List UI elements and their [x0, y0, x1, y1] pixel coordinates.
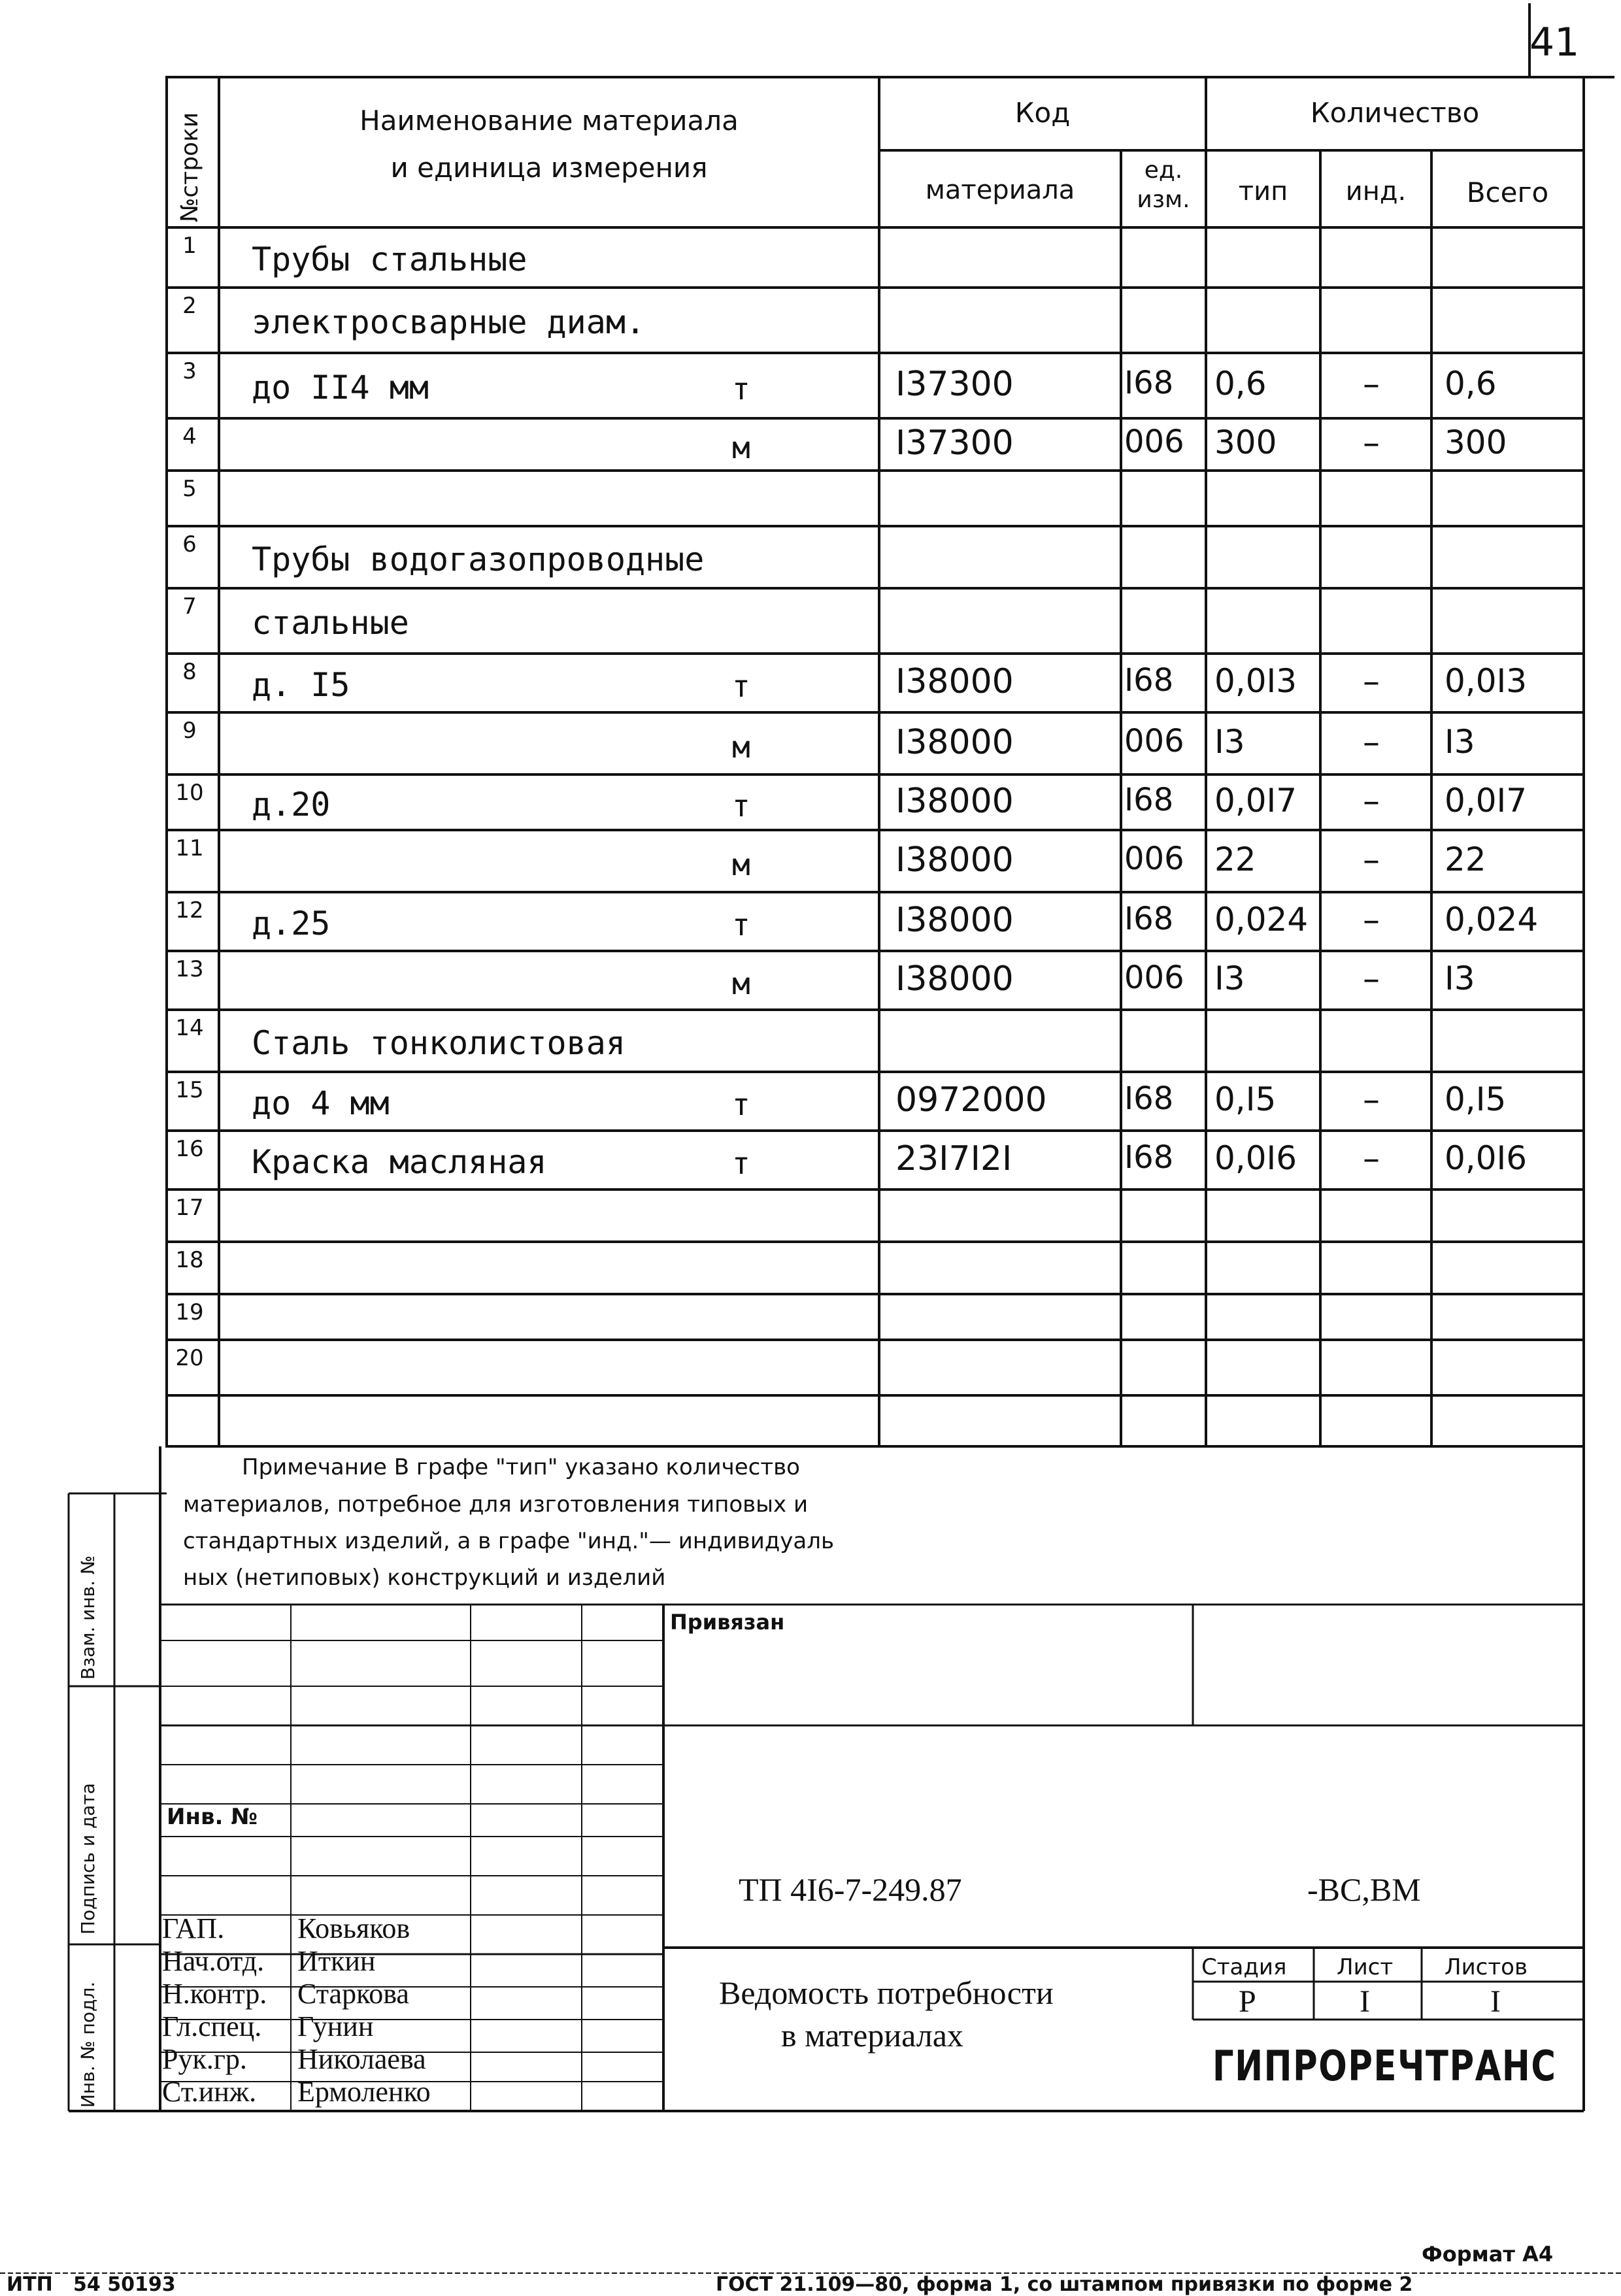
side-label-podpis: Подпись и дата [77, 1783, 99, 1935]
inv-no-label: Инв. № [167, 1804, 258, 1830]
material-code: I37300 [895, 424, 1014, 463]
sheets-value: I [1490, 1984, 1501, 2019]
unit-code: I68 [1124, 781, 1174, 818]
quantity-type: 22 [1214, 840, 1256, 878]
stage-value: Р [1239, 1984, 1256, 2019]
row-number: 15 [175, 1077, 204, 1103]
quantity-total: 0,I5 [1445, 1080, 1507, 1118]
material-name: электросварные диам. [252, 303, 646, 341]
material-name: д.20 [252, 785, 331, 824]
quantity-ind: – [1363, 959, 1380, 999]
quantity-ind: – [1363, 1080, 1380, 1120]
quantity-total: 0,0I6 [1445, 1139, 1528, 1177]
signer-name: Гунин [297, 2010, 374, 2042]
material-code: I38000 [895, 840, 1014, 880]
organization-name: ГИПРОРЕЧТРАНС [1212, 2042, 1557, 2091]
row-number: 20 [175, 1345, 204, 1371]
code-header: Код [1014, 97, 1071, 129]
document-title-line2: в материалах [781, 2017, 963, 2054]
sheet-label: Лист [1337, 1954, 1394, 1980]
signer-name: Старкова [297, 1978, 409, 2010]
footer-left-code: ИТП 54 50193 [7, 2273, 176, 2296]
privyazan-label: Привязан [670, 1610, 785, 1635]
quantity-total: I3 [1445, 959, 1475, 997]
unit-code: I68 [1124, 1139, 1174, 1176]
note-line-2: материалов, потребное для изготовления типовых и [183, 1491, 809, 1518]
unit-code: I68 [1124, 365, 1174, 401]
quantity-total: 300 [1445, 424, 1507, 461]
material-name: стальные [252, 604, 409, 642]
note-line-4: ных (нетиповых) конструкций и изделий [183, 1565, 666, 1591]
page-number: 41 [1529, 20, 1580, 65]
quantity-ind: – [1363, 365, 1380, 404]
signer-name: Иткин [297, 1945, 376, 1977]
signer-role: Рук.гр. [162, 2043, 247, 2075]
name-header-line2: и единица измерения [390, 152, 708, 184]
quantity-type: 0,024 [1214, 901, 1309, 939]
unit-code: 006 [1124, 959, 1184, 996]
row-number: 3 [182, 358, 197, 384]
unit-code: I68 [1124, 901, 1174, 937]
row-number: 16 [175, 1136, 204, 1162]
signer-role: Н.контр. [162, 1978, 267, 2010]
quantity-type: 0,0I3 [1214, 662, 1297, 700]
material-code: I38000 [895, 901, 1014, 940]
material-unit: т [732, 371, 750, 407]
material-unit: м [732, 966, 750, 1001]
row-number: 10 [175, 780, 204, 806]
quantity-total: I3 [1445, 722, 1475, 761]
signer-name: Ермоленко [297, 2076, 431, 2108]
quantity-ind: – [1363, 781, 1380, 821]
quantity-header: Количество [1310, 97, 1480, 129]
row-number: 4 [182, 424, 197, 450]
material-name: до 4 мм [252, 1084, 390, 1122]
material-unit: т [732, 669, 750, 704]
material-code: I38000 [895, 722, 1014, 762]
material-code: 23I7I2I [895, 1139, 1012, 1178]
row-number: 18 [175, 1247, 204, 1273]
row-number: 8 [182, 659, 197, 685]
unit-code: 006 [1124, 840, 1184, 877]
note-line-1: Примечание В графе "тип" указано количество [242, 1454, 800, 1480]
material-name: д. I5 [252, 666, 350, 704]
unit-code: I68 [1124, 662, 1174, 699]
name-header-line1: Наименование материала [359, 105, 739, 137]
type-header: тип [1238, 176, 1288, 207]
row-number: 17 [175, 1195, 204, 1221]
material-name: Краска масляная [252, 1143, 547, 1181]
signer-name: Николаева [297, 2043, 426, 2075]
material-name: Трубы водогазопроводные [252, 540, 705, 578]
material-code: I38000 [895, 781, 1014, 821]
document-designation: ТП 4I6-7-249.87 [739, 1871, 962, 1908]
quantity-total: 0,024 [1445, 901, 1539, 939]
note-line-3: стандартных изделий, а в графе "инд."— индивидуаль [183, 1528, 835, 1554]
document-suffix: -ВС,ВМ [1307, 1871, 1421, 1908]
row-number: 2 [182, 293, 197, 319]
material-code: I37300 [895, 365, 1014, 404]
quantity-total: 0,6 [1445, 365, 1497, 403]
quantity-total: 0,0I7 [1445, 781, 1528, 820]
total-header: Всего [1466, 176, 1549, 208]
signer-role: Нач.отд. [162, 1945, 265, 1977]
material-unit: т [732, 1087, 750, 1122]
material-name: Сталь тонколистовая [252, 1023, 626, 1062]
row-number: 1 [182, 233, 197, 259]
quantity-ind: – [1363, 424, 1380, 463]
quantity-ind: – [1363, 1139, 1380, 1178]
side-label-vzam: Взам. инв. № [77, 1555, 99, 1680]
material-unit: т [732, 788, 750, 824]
material-code: I38000 [895, 959, 1014, 999]
quantity-type: 0,I5 [1214, 1080, 1277, 1118]
material-unit: м [732, 729, 750, 765]
row-number: 7 [182, 593, 197, 620]
document-title-line1: Ведомость потребности [719, 1974, 1054, 2011]
unit-code: I68 [1124, 1080, 1174, 1117]
material-code: 0972000 [895, 1080, 1047, 1120]
material-name: Трубы стальные [252, 241, 527, 278]
quantity-type: 0,6 [1214, 365, 1267, 403]
unit-code: 006 [1124, 424, 1184, 460]
material-unit: м [732, 846, 750, 882]
sheets-label: Листов [1445, 1954, 1528, 1980]
row-number: 19 [175, 1299, 204, 1325]
quantity-total: 0,0I3 [1445, 662, 1528, 700]
format-label: Формат А4 [1422, 2242, 1554, 2267]
quantity-type: I3 [1214, 959, 1245, 997]
signer-role: ГАП. [162, 1912, 225, 1944]
material-unit: м [732, 430, 750, 465]
unit-header-line1: ед. [1144, 157, 1183, 184]
material-unit: т [732, 907, 750, 942]
row-number: 11 [175, 835, 204, 861]
row-number: 6 [182, 531, 197, 557]
row-number: 12 [175, 897, 204, 923]
quantity-type: 300 [1214, 424, 1277, 461]
material-header: материала [925, 175, 1075, 205]
quantity-type: 0,0I7 [1214, 781, 1297, 820]
ind-header: инд. [1345, 176, 1407, 207]
row-number: 9 [182, 718, 197, 744]
quantity-total: 22 [1445, 840, 1486, 878]
material-code: I38000 [895, 662, 1014, 701]
quantity-ind: – [1363, 662, 1380, 701]
quantity-ind: – [1363, 901, 1380, 940]
quantity-ind: – [1363, 840, 1380, 880]
material-name: д.25 [252, 905, 331, 942]
stage-label: Стадия [1201, 1954, 1287, 1980]
side-label-inv-podl: Инв. № подл. [77, 1981, 99, 2108]
row-number: 14 [175, 1015, 204, 1041]
row-number: 5 [182, 476, 197, 502]
material-unit: т [732, 1146, 750, 1181]
quantity-ind: – [1363, 722, 1380, 762]
signer-role: Ст.инж. [162, 2076, 257, 2108]
row-number: 13 [175, 956, 204, 982]
quantity-type: 0,0I6 [1214, 1139, 1297, 1177]
quantity-type: I3 [1214, 722, 1245, 761]
signer-name: Ковьяков [297, 1912, 410, 1944]
material-name: до II4 мм [252, 369, 429, 407]
signer-role: Гл.спец. [162, 2010, 262, 2042]
row-number-header: №строки [176, 112, 203, 222]
sheet-value: I [1360, 1984, 1370, 2019]
unit-code: 006 [1124, 722, 1184, 759]
footer-gost: ГОСТ 21.109—80, форма 1, со штампом привязки по форме 2 [716, 2273, 1413, 2296]
unit-header-line2: изм. [1137, 186, 1190, 213]
